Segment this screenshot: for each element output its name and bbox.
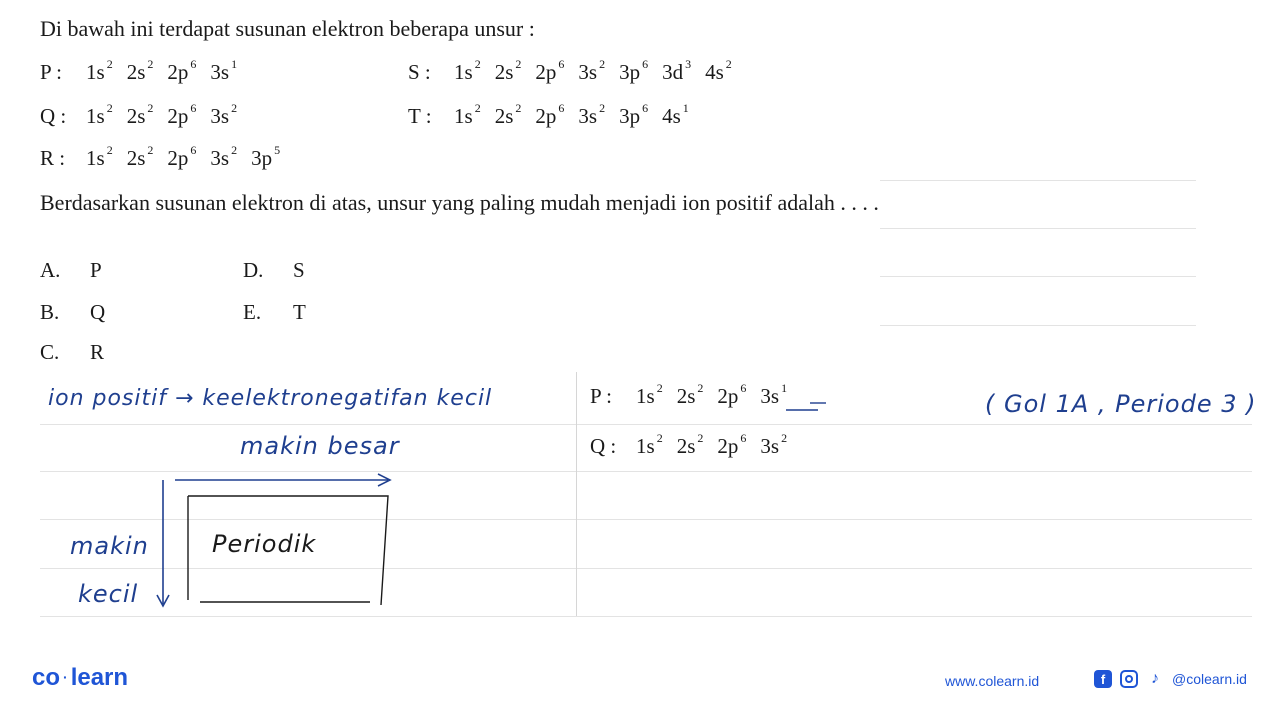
orbital: 1s $^2$ xyxy=(636,431,663,458)
brand-right: learn xyxy=(70,664,129,691)
orbital-electrons: 2 xyxy=(697,381,704,395)
social-handle[interactable]: @colearn.id xyxy=(1172,671,1247,687)
orbital-electrons: 2 xyxy=(656,431,663,445)
option-key: D. xyxy=(243,258,264,282)
orbital: 1s $^2$ xyxy=(86,143,113,170)
orbital-electrons: 6 xyxy=(558,57,565,71)
solution-config-p xyxy=(590,381,801,409)
orbital: 3s $^1$ xyxy=(210,57,238,84)
orbital-electrons: 2 xyxy=(147,101,154,115)
orbital: 3p $^6$ xyxy=(619,101,649,128)
orbital: 3s $^2$ xyxy=(578,57,606,84)
orbital-electrons: 1 xyxy=(231,57,238,71)
orbital-electrons: 3 xyxy=(685,57,692,71)
orbital-electrons: 2 xyxy=(781,431,788,445)
option-value: R xyxy=(90,340,105,364)
orbital: 2s $^2$ xyxy=(676,431,704,458)
orbital: 3s $^1$ xyxy=(760,381,788,408)
orbital-electrons: 2 xyxy=(725,57,732,71)
website-link[interactable]: www.colearn.id xyxy=(945,673,1040,689)
orbital-electrons: 6 xyxy=(642,101,649,115)
orbital-electrons: 2 xyxy=(474,57,481,71)
orbital: 2p $^6$ xyxy=(717,431,747,458)
orbital: 2s $^2$ xyxy=(126,101,154,128)
solution-config-q xyxy=(590,431,801,459)
orbital-electrons: 2 xyxy=(106,101,113,115)
config-label: T : xyxy=(408,104,432,128)
option-value: S xyxy=(293,258,305,282)
orbital-electrons: 6 xyxy=(740,381,747,395)
orbital-electrons: 2 xyxy=(231,143,238,157)
option-value: P xyxy=(90,258,102,282)
orbital: 4s $^1$ xyxy=(662,101,689,128)
orbital: 3d $^3$ xyxy=(662,57,692,84)
brand-left: co xyxy=(32,664,61,691)
orbital-electrons: 2 xyxy=(231,101,238,115)
orbital-electrons: 1 xyxy=(781,381,788,395)
orbital-electrons: 6 xyxy=(740,431,747,445)
orbital: 3s $^2$ xyxy=(578,101,606,128)
orbital: 1s $^2$ xyxy=(636,381,663,408)
orbital: 2p $^6$ xyxy=(717,381,747,408)
note-ion-positif: ion positif → keelektronegatifan kecil xyxy=(48,386,493,411)
orbital: 2p $^6$ xyxy=(167,101,197,128)
social-links xyxy=(1094,670,1247,688)
option-key: B. xyxy=(40,300,60,324)
orbital: 3p $^5$ xyxy=(251,143,281,170)
orbital-electrons: 2 xyxy=(106,57,113,71)
orbital-electrons: 6 xyxy=(190,101,197,115)
brand-dot: · xyxy=(63,669,68,685)
orbital-electrons: 2 xyxy=(515,101,522,115)
group-period-note: ( Gol 1A , Periode 3 ) xyxy=(985,390,1257,418)
orbital-electrons: 2 xyxy=(106,143,113,157)
config-label: P : xyxy=(40,60,62,84)
orbital-electrons: 2 xyxy=(147,143,154,157)
orbital-electrons: 1 xyxy=(682,101,689,115)
instagram-icon[interactable] xyxy=(1120,670,1138,688)
orbital-electrons: 6 xyxy=(558,101,565,115)
orbital: 2s $^2$ xyxy=(126,143,154,170)
orbital-electrons: 2 xyxy=(515,57,522,71)
option-key: E. xyxy=(243,300,262,324)
orbital-electrons: 2 xyxy=(697,431,704,445)
config-label: Q : xyxy=(590,434,617,458)
orbital: 2p $^6$ xyxy=(167,57,197,84)
orbital-electrons: 2 xyxy=(599,101,606,115)
orbital: 2p $^6$ xyxy=(535,101,565,128)
option-value: Q xyxy=(90,300,106,324)
note-kecil: kecil xyxy=(78,580,139,608)
tiktok-icon[interactable]: ♪ xyxy=(1151,670,1159,687)
config-label: Q : xyxy=(40,104,67,128)
orbital-electrons: 6 xyxy=(190,143,197,157)
orbital-electrons: 5 xyxy=(274,143,281,157)
orbital-electrons: 2 xyxy=(599,57,606,71)
orbital-electrons: 2 xyxy=(147,57,154,71)
orbital-electrons: 2 xyxy=(474,101,481,115)
orbital: 1s $^2$ xyxy=(86,101,113,128)
orbital: 2s $^2$ xyxy=(494,101,522,128)
orbital: 2p $^6$ xyxy=(535,57,565,84)
config-label: R : xyxy=(40,146,66,170)
orbital: 2p $^6$ xyxy=(167,143,197,170)
orbital-electrons: 2 xyxy=(656,381,663,395)
periodik-label: Periodik xyxy=(212,530,317,558)
orbital: 2s $^2$ xyxy=(126,57,154,84)
question-prompt: Berdasarkan susunan elektron di atas, unsur yang paling mudah menjadi ion positif adalah . . . . xyxy=(40,190,879,215)
option-key: C. xyxy=(40,340,60,364)
orbital: 2s $^2$ xyxy=(494,57,522,84)
config-label: P : xyxy=(590,384,612,408)
orbital: 3s $^2$ xyxy=(760,431,788,458)
option-key: A. xyxy=(40,258,61,282)
orbital: 3s $^2$ xyxy=(210,143,238,170)
colearn-logo[interactable] xyxy=(32,664,128,692)
option-value: T xyxy=(293,300,306,324)
orbital: 2s $^2$ xyxy=(676,381,704,408)
orbital: 1s $^2$ xyxy=(454,101,481,128)
orbital-electrons: 6 xyxy=(642,57,649,71)
orbital: 1s $^2$ xyxy=(86,57,113,84)
orbital: 3s $^2$ xyxy=(210,101,238,128)
orbital: 4s $^2$ xyxy=(705,57,732,84)
question-title: Di bawah ini terdapat susunan elektron beberapa unsur : xyxy=(40,16,535,41)
facebook-icon[interactable]: f xyxy=(1094,670,1112,688)
orbital: 3p $^6$ xyxy=(619,57,649,84)
note-makin-besar: makin besar xyxy=(240,432,400,460)
orbital: 1s $^2$ xyxy=(454,57,481,84)
orbital-electrons: 6 xyxy=(190,57,197,71)
note-makin: makin xyxy=(70,532,149,560)
config-label: S : xyxy=(408,60,431,84)
